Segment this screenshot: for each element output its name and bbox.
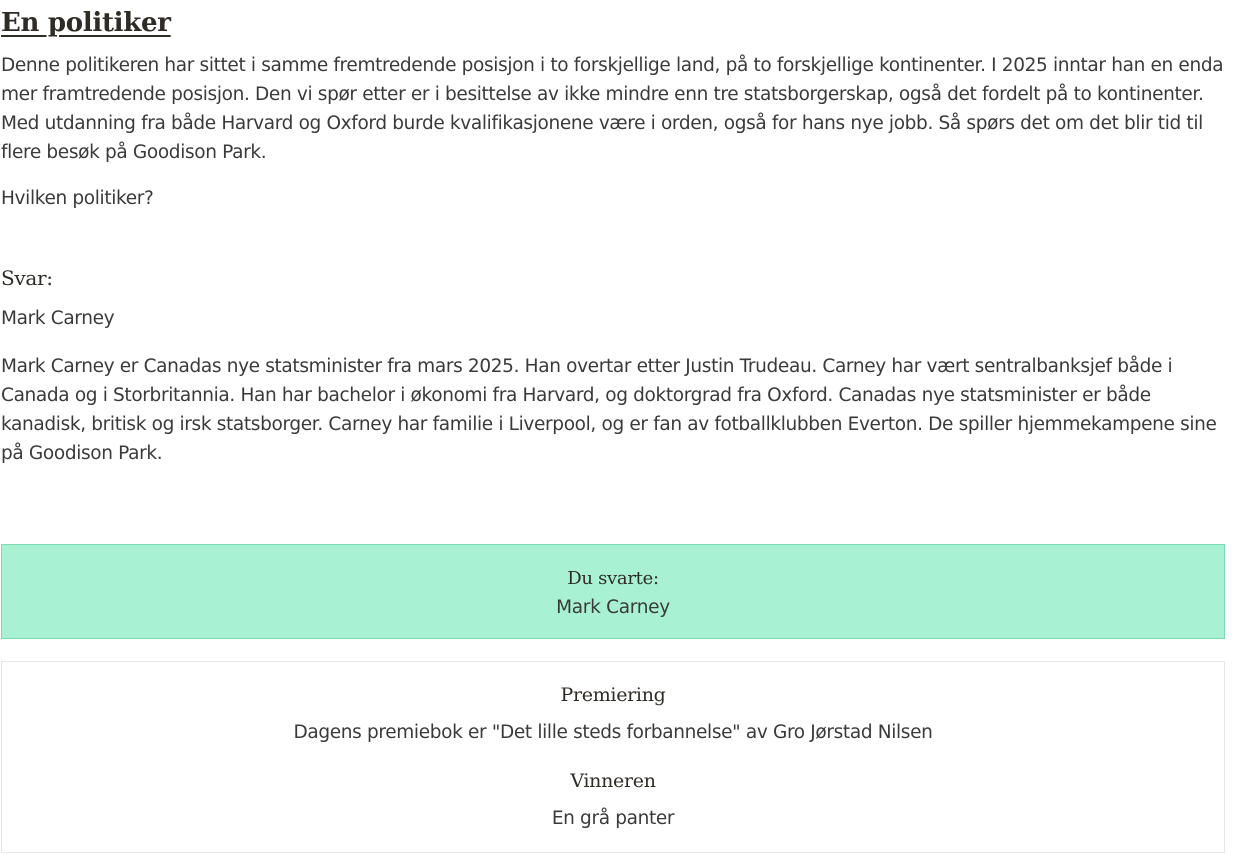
winner-heading: Vinneren (570, 770, 656, 792)
user-answer-value: Mark Carney (556, 597, 670, 618)
prize-box (1, 661, 1225, 853)
user-answer-box (1, 544, 1225, 639)
page-title[interactable]: En politiker (1, 8, 171, 38)
winner-name: En grå panter (551, 808, 675, 829)
answer-heading: Svar: (1, 266, 53, 290)
correct-answer: Mark Carney (1, 308, 115, 329)
question-prompt: Hvilken politiker? (1, 188, 154, 209)
answer-explanation: Mark Carney er Canadas nye statsminister fra mars 2025. Han overtar etter Justin Trudeau. Carney har vært sentralbanksjef både i Canada og i Storbritannia. Han har bachelor i økonomi fra Harvard, og doktorgrad fra Oxford. Canadas nye statsminister er både kanadisk, britisk og irsk statsborger. Carney har familie i Liverpool, og er fan av fotballklubben Everton. De spiller hjemmekampene sine på Goodison Park. (1, 356, 1217, 464)
question-description: Denne politikeren har sittet i samme fremtredende posisjon i to forskjellige land, på to forskjellige kontinenter. I 2025 inntar han en enda mer framtredende posisjon. Den vi spør etter er i besittelse av ikke mindre enn tre statsborgerskap, også det fordelt på to kontinenter. Med utdanning fra både Harvard og Oxford burde kvalifikasjonene være i orden, også for hans nye jobb. Så spørs det om det blir tid til flere besøk på Goodison Park. (1, 55, 1224, 163)
prize-text: Dagens premiebok er "Det lille steds forbannelse" av Gro Jørstad Nilsen (293, 722, 933, 743)
user-answer-label: Du svarte: (567, 568, 659, 589)
prize-heading: Premiering (560, 684, 666, 706)
